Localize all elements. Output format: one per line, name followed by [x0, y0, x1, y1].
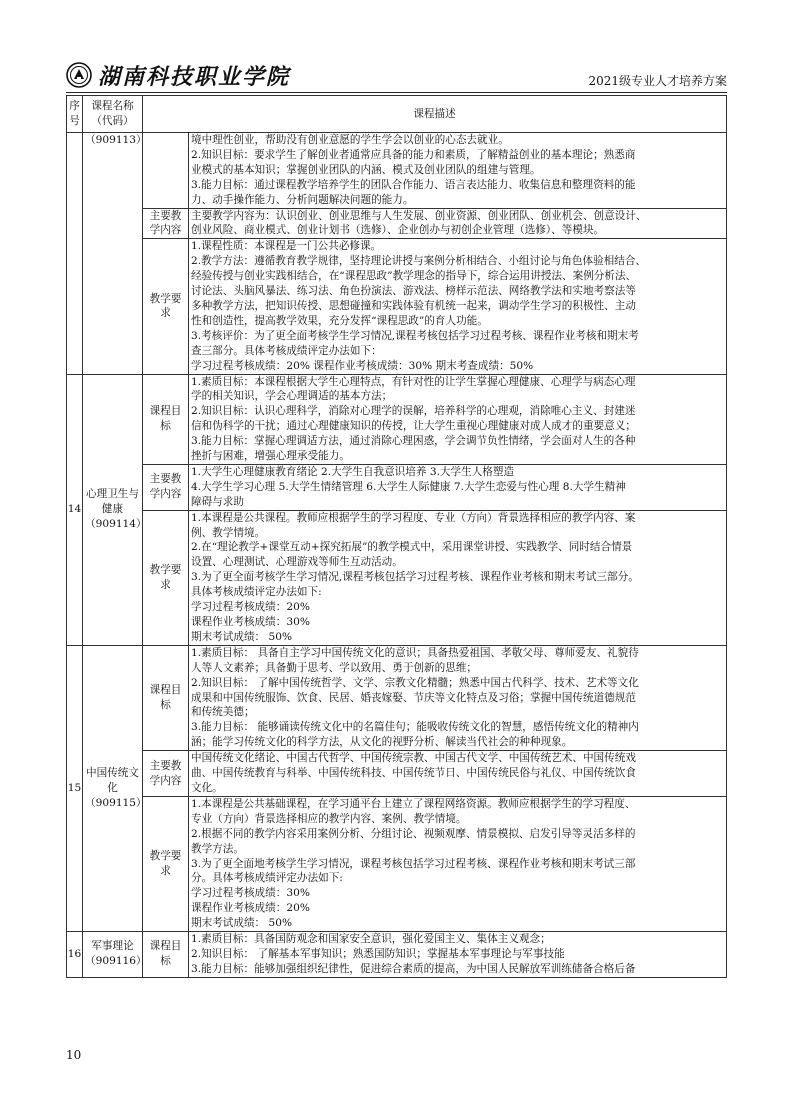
- content-desc-cell: 中国传统文化绪论、中国古代哲学、中国传统宗教、中国古代文学、中国传统艺术、中国传统戏 曲、中国传统教育与科举、中国传统科技、中国传统节日、中国传统民俗与礼仪、中国传统饮食 文化。: [189, 751, 727, 797]
- school-name: 湖南科技职业学院: [98, 63, 291, 90]
- req-desc-cell: 1.本课程是公共课程。教师应根据学生的学习程度、专业（方向）背景选择相应的教学内容、案 例、教学情境。 2.在“理论教学+课堂互动+探究拓展”的教学模式中，采用课堂讲授、实践教学、同时结合情景 设置、心理测试、心理游戏等师生互动活动。 3.为了更全面考核学生学习情况,课程考核包括学习过程考核、课程作业考核和期末考试三部分。 具体考核成绩评定办法如下: 学习过程考核成绩：20% 课程作业考核成绩：30% 期末考试成绩： 50%: [189, 510, 727, 645]
- table-row: [67, 751, 727, 797]
- course-table: [66, 95, 727, 978]
- goal-label-cell: 课程目标: [143, 374, 189, 464]
- header-no: 序号: [67, 96, 83, 133]
- table-row: [67, 932, 727, 978]
- content-desc-cell: 主要教学内容为：认识创业、创业思维与人生发展、创业资源、创业团队、创业机会、创意设计、 创业风险、商业模式、创业计划书（选修）、企业创办与初创企业管理（选修）、等模块。: [189, 208, 727, 239]
- course-no-cell: 14: [67, 374, 83, 645]
- content-label-cell: 主要教学内容: [143, 751, 189, 797]
- header-desc: 课程描述: [143, 96, 727, 133]
- req-desc-cell: 1.本课程是公共基础课程，在学习通平台上建立了课程网络资源。教师应根据学生的学习程度、 专业（方向）背景选择相应的教学内容、案例、教学情境。 2.根据不同的教学内容采用案例分析、分组讨论、视频观摩、情景模拟、启发引导等灵活多样的 教学方法。 3.为了更全面地考核学生学习情况，课程考核包括学习过程考核、课程作业考核和期末考试三部 分。具体考核成绩评定办法如下: 学习过程考核成绩：30% 课程作业考核成绩：20% 期末考试成绩： 50%: [189, 796, 727, 931]
- content-desc-cell: 1.大学生心理健康教育绪论 2.大学生自我意识培养 3.大学生人格塑造 4.大学生学习心理 5.大学生情绪管理 6.大学生人际健康 7.大学生恋爱与性心理 8.大学生精神 障碍与求助: [189, 464, 727, 510]
- table-row: [67, 645, 727, 750]
- req-desc-cell: 1.课程性质：本课程是一门公共必修课。 2.教学方法：遵循教育教学规律，坚持理论讲授与案例分析相结合、小组讨论与角色体验相结合、 经验传授与创业实践相结合，在“课程思政”教学理念的指导下，综合运用讲授法、案例分析法、 讨论法、头脑风暴法、练习法、角色扮演法、游戏法、榜样示范法、网络教学法和实地考察法等 多种教学方法，把知识传授、思想碰撞和实践体验有机统一起来，调动学生学习的积极性、主动 性和创造性，提高教学效果，充分发挥“课程思政”的育人功能。 3.考核评价：为了更全面考核学生学习情况,课程考核包括学习过程考核、课程作业考核和期末考 查三部分。具体考核成绩评定办法如下： 学习过程考核成绩：20% 课程作业考核成绩：30% 期末考查成绩：50%: [189, 239, 727, 374]
- goal-label-cell: 课程目标: [143, 645, 189, 750]
- req-label-cell: 教学要求: [143, 239, 189, 374]
- course-no-cell: 16: [67, 932, 83, 978]
- course-name-cell: 心理卫生与健康 （909114）: [83, 374, 143, 645]
- page-header: [66, 58, 727, 93]
- page-number: 10: [66, 1048, 82, 1062]
- school-emblem-icon: [66, 62, 92, 88]
- req-label-cell: 教学要求: [143, 796, 189, 931]
- table-row: [67, 510, 727, 645]
- school-logo: [66, 60, 290, 90]
- course-name-cell: 军事理论 （909116）: [83, 932, 143, 978]
- course-no-cell: 15: [67, 645, 83, 931]
- goal-label-cell: 课程目标: [143, 932, 189, 978]
- table-header-row: [67, 96, 727, 133]
- table-row: [67, 208, 727, 239]
- goal-desc-cell: 1.素质目标： 具备自主学习中国传统文化的意识；具备热爱祖国、孝敬父母、尊师爱友、礼貌待 人等人文素养；具备勤于思考、学以致用、勇于创新的思维； 2.知识目标： 了解中国传统哲学、文学、宗教文化精髓；熟悉中国古代科学、技术、艺术等文化 成果和中国传统服饰、饮食、民居、婚丧嫁娶、节庆等文化特点及习俗；掌握中国传统道德规范 和传统美德； 3.能力目标： 能够诵读传统文化中的名篇佳句；能吸收传统文化的智慧，感悟传统文化的精神内 涵；能学习传统文化的科学方法，从文化的视野分析、解读当代社会的种种现象。: [189, 645, 727, 750]
- header-name: 课程名称（代码）: [83, 96, 143, 133]
- goal-label-cell: [143, 133, 189, 209]
- course-code-cell: （909113）: [83, 133, 143, 375]
- content-label-cell: 主要教学内容: [143, 464, 189, 510]
- goal-desc-cell: 1.素质目标：本课程根据大学生心理特点，有针对性的让学生掌握心理健康、心理学与病态心理 学的相关知识，学会心理调适的基本方法； 2.知识目标：认识心理科学，消除对心理学的误解，培养科学的心理观，消除唯心主义、封建迷 信和伪科学的干扰；通过心理健康知识的传授，让大学生重视心理健康对成人成才的重要意义； 3.能力目标：掌握心理调适方法，通过消除心理困惑，学会调节负性情绪，学会面对人生的各种 挫折与困难，增强心理承受能力。: [189, 374, 727, 464]
- table-row: [67, 133, 727, 209]
- goal-desc-cell: 1.素质目标：具备国防观念和国家安全意识，强化爱国主义、集体主义观念； 2.知识目标： 了解基本军事知识；熟悉国防知识；掌握基本军事理论与军事技能 3.能力目标：能够加强组织纪律性，促进综合素质的提高，为中国人民解放军训练储备合格后备: [189, 932, 727, 978]
- table-row: [67, 796, 727, 931]
- req-label-cell: 教学要求: [143, 510, 189, 645]
- content-label-cell: 主要教学内容: [143, 208, 189, 239]
- course-no-cell: [67, 133, 83, 375]
- document-title: 2021级专业人才培养方案: [588, 74, 727, 88]
- table-row: [67, 374, 727, 464]
- course-name-cell: 中国传统文化 （909115）: [83, 645, 143, 931]
- table-row: [67, 239, 727, 374]
- goal-desc-cell: 境中理性创业，帮助没有创业意愿的学生学会以创业的心态去就业。 2.知识目标：要求学生了解创业者通常应具备的能力和素质，了解精益创业的基本理论；熟悉商 业模式的基本知识；掌握创业团队的内涵、模式及创业团队的组建与管理。 3.能力目标：通过课程教学培养学生的团队合作能力、语言表达能力、收集信息和整理资料的能 力、动手操作能力、分析问题解决问题的能力。: [189, 133, 727, 209]
- table-row: [67, 464, 727, 510]
